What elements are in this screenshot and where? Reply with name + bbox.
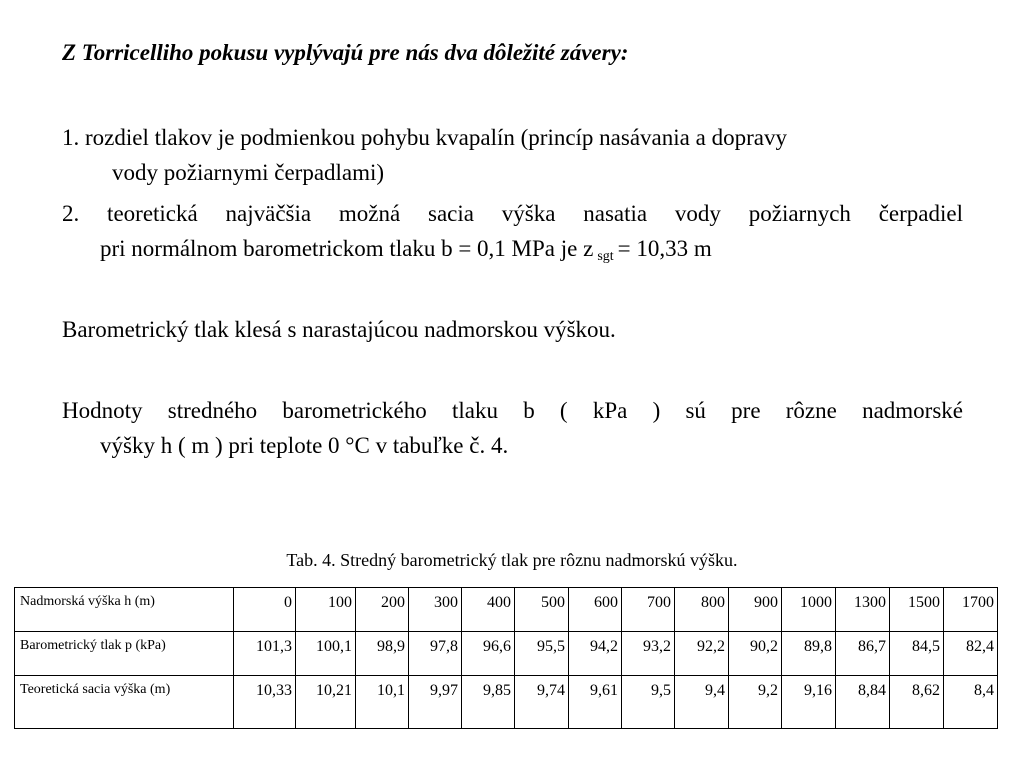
row-label: Barometrický tlak p (kPa) (15, 632, 234, 676)
point-1 (62, 120, 963, 190)
table-cell: 82,4 (944, 632, 998, 676)
z-subscript: sgt (597, 249, 614, 264)
point-1-line-1: 1. rozdiel tlakov je podmienkou pohybu kvapalín (princíp nasávania a dopravy (62, 125, 787, 150)
statement: Barometrický tlak klesá s narastajúcou nadmorskou výškou. (62, 317, 616, 342)
table-cell: 100,1 (296, 632, 356, 676)
table-cell: 9,85 (462, 676, 515, 729)
table-cell: 200 (356, 588, 409, 632)
table-cell: 100 (296, 588, 356, 632)
table-cell: 9,16 (782, 676, 836, 729)
row-label: Nadmorská výška h (m) (15, 588, 234, 632)
table-cell: 9,4 (675, 676, 729, 729)
table-cell: 8,4 (944, 676, 998, 729)
table-cell: 86,7 (836, 632, 890, 676)
point-1-line-2: vody požiarnymi čerpadlami) (112, 160, 385, 185)
table-cell: 10,1 (356, 676, 409, 729)
table-cell: 90,2 (729, 632, 782, 676)
table-cell: 800 (675, 588, 729, 632)
table-cell: 10,33 (234, 676, 296, 729)
row-label: Teoretická sacia výška (m) (15, 676, 234, 729)
table-intro-line-2: výšky h ( m ) pri teplote 0 °C v tabuľke č. 4. (100, 433, 509, 458)
point-2-line-2 (62, 231, 963, 274)
table-cell: 1300 (836, 588, 890, 632)
table-cell: 9,5 (622, 676, 675, 729)
pressure-row (15, 632, 998, 676)
table-cell: 1500 (890, 588, 944, 632)
point-2-line-2-text: pri normálnom barometrickom tlaku b = 0,1 MPa je z (100, 236, 594, 261)
table-cell: 9,61 (569, 676, 622, 729)
suction-height-row (15, 676, 998, 729)
table-intro-paragraph (62, 393, 963, 463)
table-intro-line-1: Hodnoty stredného barometrického tlaku b ( kPa ) sú pre rôzne nadmorské (62, 398, 963, 423)
table-cell: 900 (729, 588, 782, 632)
table-cell: 97,8 (409, 632, 462, 676)
table-cell: 96,6 (462, 632, 515, 676)
table-cell: 10,21 (296, 676, 356, 729)
point-2-line-2-value: = 10,33 m (617, 236, 712, 261)
table-cell: 1000 (782, 588, 836, 632)
point-2 (62, 196, 963, 274)
table-cell: 0 (234, 588, 296, 632)
table-cell: 8,84 (836, 676, 890, 729)
table-cell: 98,9 (356, 632, 409, 676)
heading: Z Torricelliho pokusu vyplývajú pre nás dva dôležité závery: (62, 40, 629, 65)
pressure-table (14, 587, 998, 729)
table-cell: 101,3 (234, 632, 296, 676)
table-cell: 84,5 (890, 632, 944, 676)
table-cell: 94,2 (569, 632, 622, 676)
table-cell: 700 (622, 588, 675, 632)
table-cell: 9,97 (409, 676, 462, 729)
table-cell: 9,2 (729, 676, 782, 729)
table-cell: 8,62 (890, 676, 944, 729)
table-caption: Tab. 4. Stredný barometrický tlak pre rôznu nadmorskú výšku. (286, 550, 738, 570)
table-cell: 300 (409, 588, 462, 632)
table-cell: 500 (515, 588, 569, 632)
table-cell: 95,5 (515, 632, 569, 676)
point-2-line-1: 2. teoretická najväčšia možná sacia výška nasatia vody požiarnych čerpadiel (62, 201, 963, 226)
table-cell: 9,74 (515, 676, 569, 729)
table-cell: 600 (569, 588, 622, 632)
table-cell: 93,2 (622, 632, 675, 676)
table-cell: 400 (462, 588, 515, 632)
table-cell: 89,8 (782, 632, 836, 676)
table-cell: 92,2 (675, 632, 729, 676)
altitude-row (15, 588, 998, 632)
table-cell: 1700 (944, 588, 998, 632)
